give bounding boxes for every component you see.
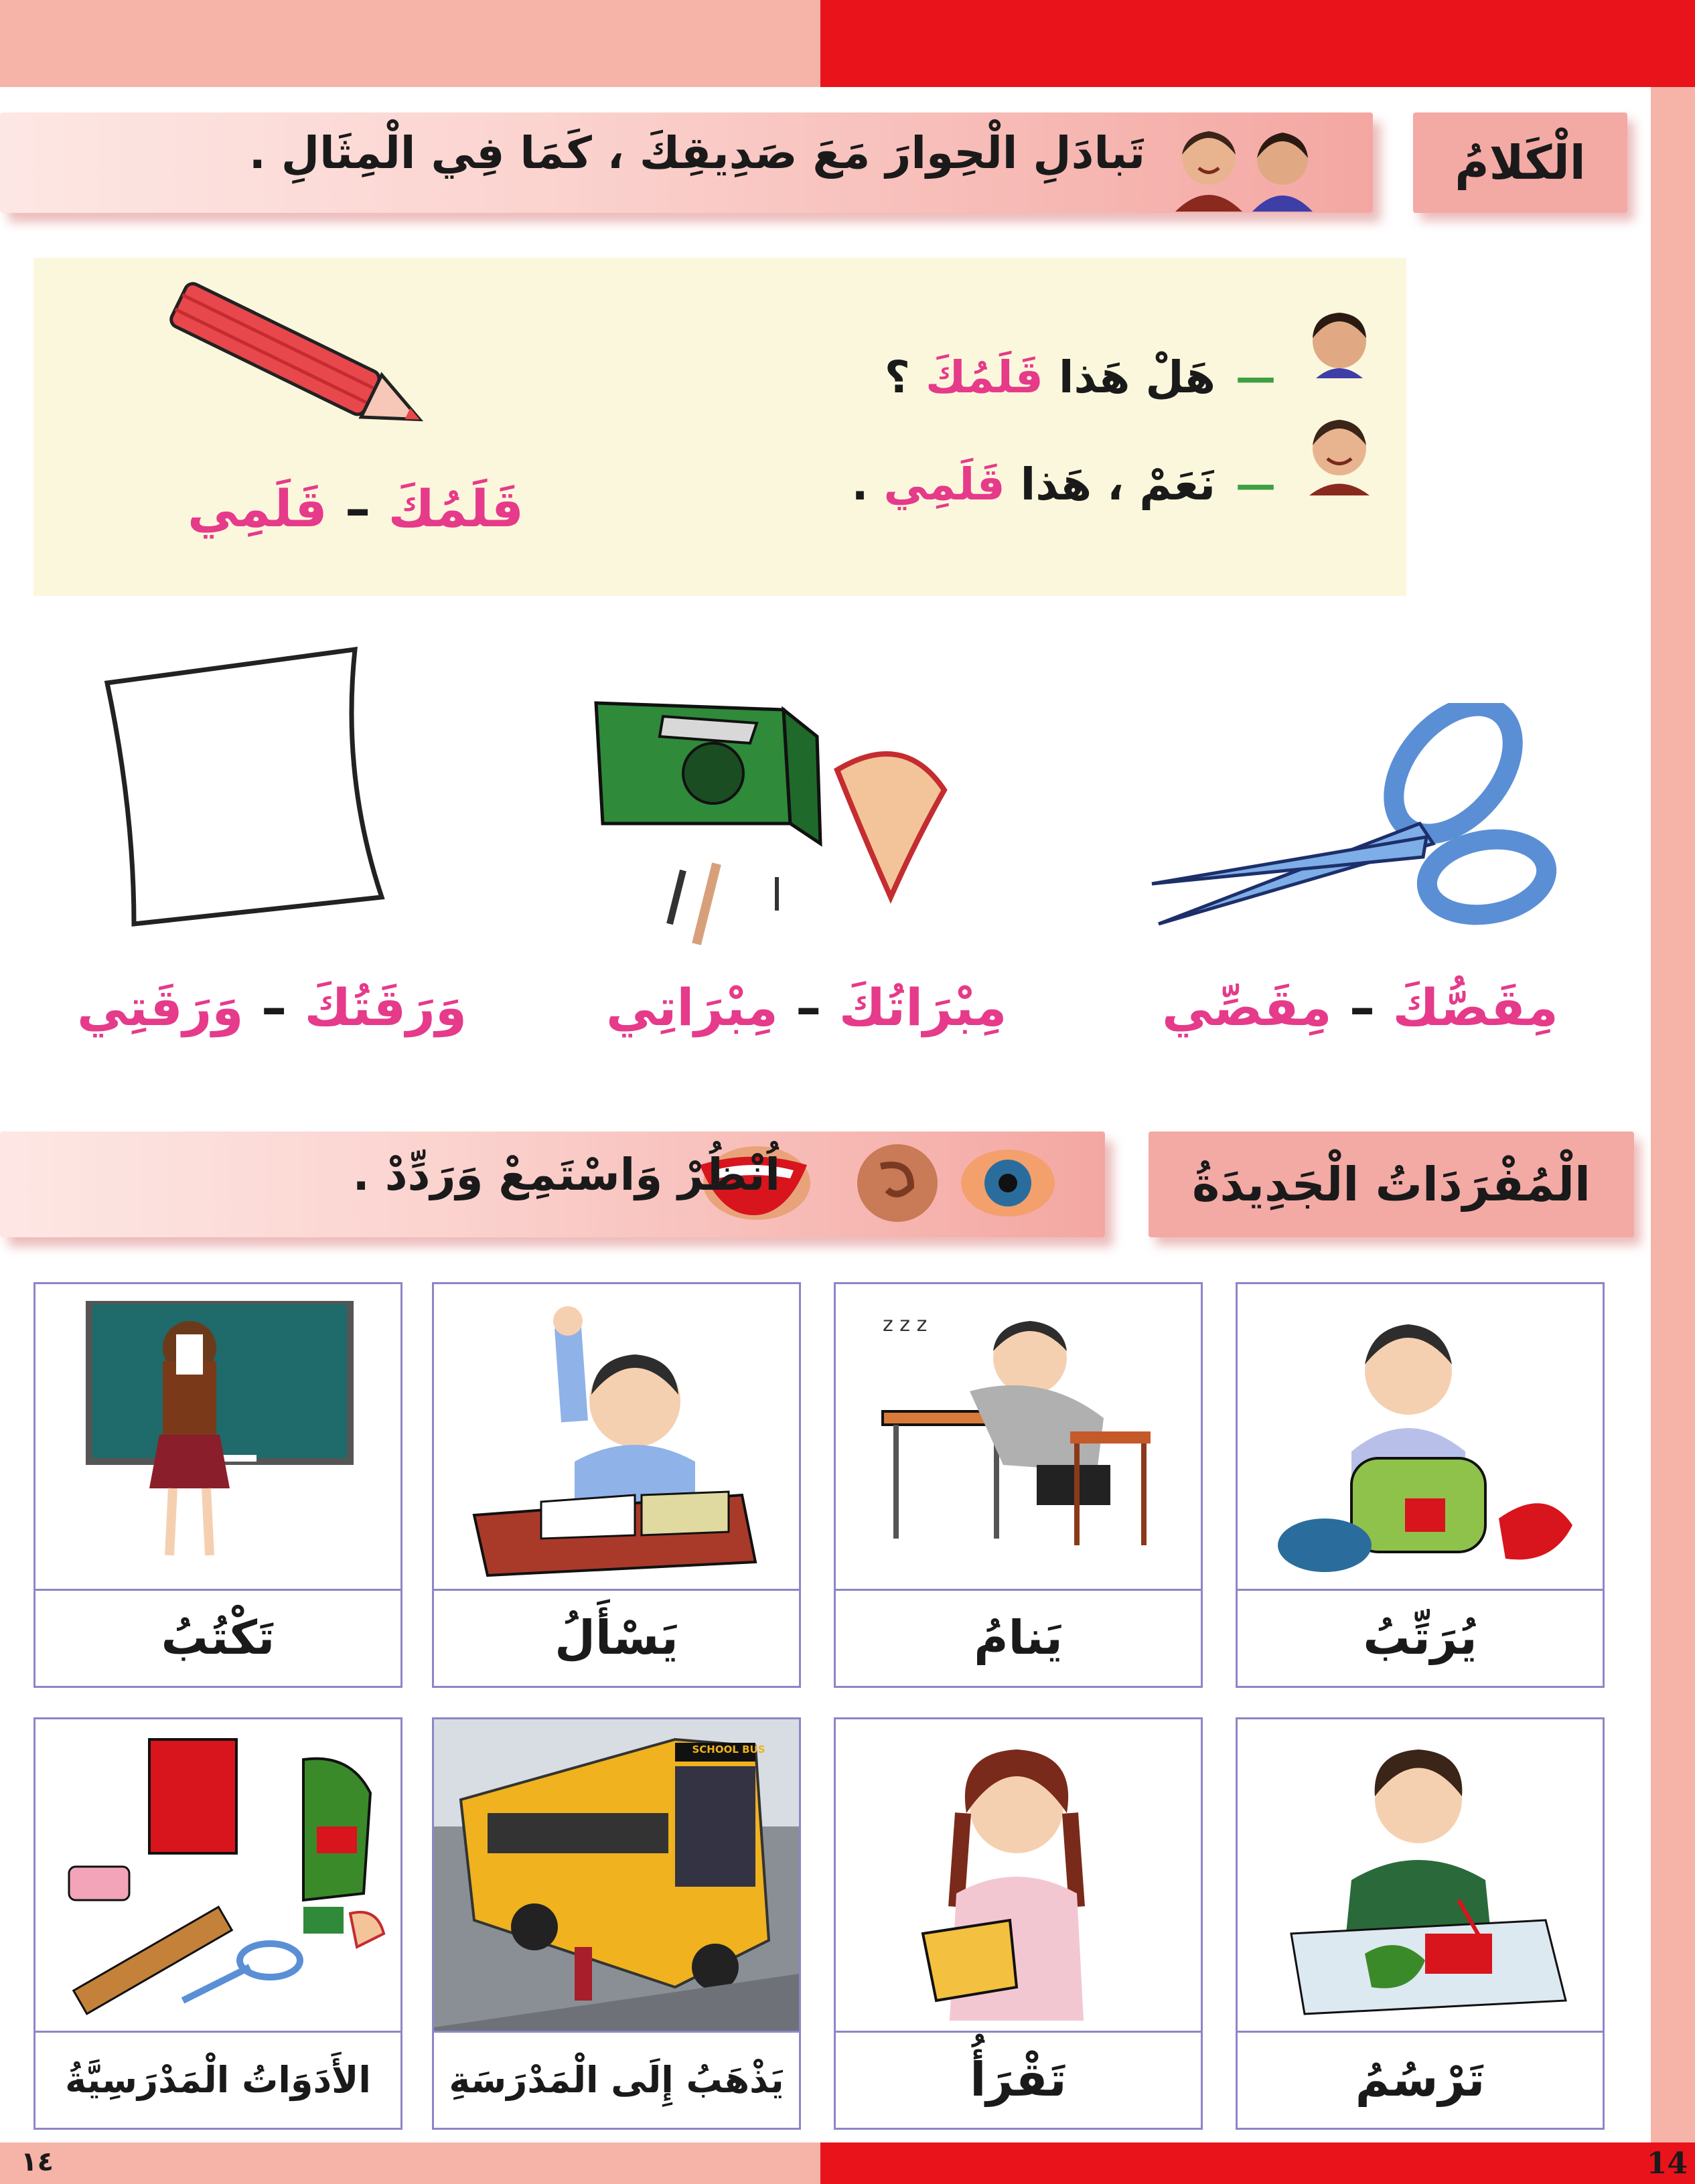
school-bus-photo-icon xyxy=(434,1719,799,2031)
vocab-card-label: يَذْهَبُ إِلَى الْمَدْرَسَةِ xyxy=(449,2058,784,2101)
two-boys-talking-icon xyxy=(1169,118,1323,212)
bottom-band xyxy=(0,2142,820,2184)
vocab-card xyxy=(1236,1282,1605,1688)
section-label-speaking: الْكَلامُ xyxy=(1413,112,1627,213)
scissors-icon xyxy=(1138,703,1567,957)
smiling-boy-icon xyxy=(1293,412,1386,495)
boy-arranging-bag-icon xyxy=(1264,1298,1579,1579)
instruction-bar-speaking xyxy=(0,112,1373,213)
boy-sleeping-icon xyxy=(869,1298,1171,1579)
vocab-card-label: الأَدَوَاتُ الْمَدْرَسِيَّةُ xyxy=(65,2058,371,2101)
instruction-bar-vocabulary xyxy=(0,1132,1105,1237)
vocabulary-instruction: اُنْظُرْ وَاسْتَمِعْ وَرَدِّدْ . xyxy=(352,1149,780,1200)
paper-sheet-icon xyxy=(94,643,402,937)
vocab-card xyxy=(432,1282,801,1688)
paper-word-pair: وَرَقَتُكَ – وَرَقَتِي xyxy=(77,978,467,1037)
vocab-card xyxy=(1236,1717,1605,2130)
sharpener-word-pair: مِبْرَاتُكَ – مِبْرَاتِي xyxy=(606,978,1007,1037)
dialog-dash: — xyxy=(1236,461,1276,508)
dialog-panel xyxy=(33,258,1406,596)
dialog-dash: — xyxy=(1236,354,1276,401)
vocab-card xyxy=(432,1717,801,2130)
boy-head-icon xyxy=(1293,305,1386,378)
bottom-band-accent xyxy=(820,2142,1695,2184)
top-band-accent xyxy=(820,0,1695,87)
vocab-card-label: يُرَتِّبُ xyxy=(1363,1610,1477,1665)
top-band xyxy=(0,0,820,87)
right-margin-band-lower xyxy=(1651,1701,1695,2142)
vocab-card-label: يَنامُ xyxy=(974,1610,1063,1665)
vocab-card xyxy=(33,1282,402,1688)
vocab-card-label: تَقْرَأُ xyxy=(970,2052,1067,2107)
vocab-card xyxy=(33,1717,402,2130)
vocab-card-label: تَرْسُمُ xyxy=(1355,2052,1485,2107)
pencil-word-pair: قَلَمُكَ – قَلَمِي xyxy=(188,479,524,538)
vocab-card-label: تَكْتُبُ xyxy=(161,1610,275,1665)
page-number: 14 xyxy=(1646,2147,1688,2181)
school-supplies-icon xyxy=(49,1733,387,2021)
girl-drawing-icon xyxy=(1264,1733,1579,2021)
scissors-word-pair: مِقَصُّكَ – مِقَصِّي xyxy=(1162,978,1558,1037)
girl-reading-icon xyxy=(883,1733,1157,2021)
dialog-question: هَلْ هَذا قَلَمُكَ ؟ xyxy=(884,352,1215,403)
svg-text:z z z: z z z xyxy=(883,1313,928,1336)
vocab-card xyxy=(834,1717,1203,2130)
section-label-vocabulary: الْمُفْرَدَاتُ الْجَدِيدَةُ xyxy=(1149,1132,1634,1237)
page-number-arabic: ١٤ xyxy=(21,2147,54,2177)
speaking-instruction: تَبادَلِ الْحِوارَ مَعَ صَدِيقِكَ ، كَمَا فِي الْمِثَالِ . xyxy=(248,127,1145,179)
vocab-card xyxy=(834,1282,1203,1688)
boy-raising-hand-icon xyxy=(461,1294,776,1582)
pencil-icon xyxy=(141,281,449,428)
bus-sign: SCHOOL BUS xyxy=(692,1743,765,1756)
vocab-card-label: يَسْأَلُ xyxy=(555,1610,678,1665)
girl-writing-on-board-icon xyxy=(82,1301,357,1582)
sharpener-icon xyxy=(583,690,958,971)
dialog-answer: نَعَمْ ، هَذا قَلَمِي . xyxy=(851,459,1215,510)
